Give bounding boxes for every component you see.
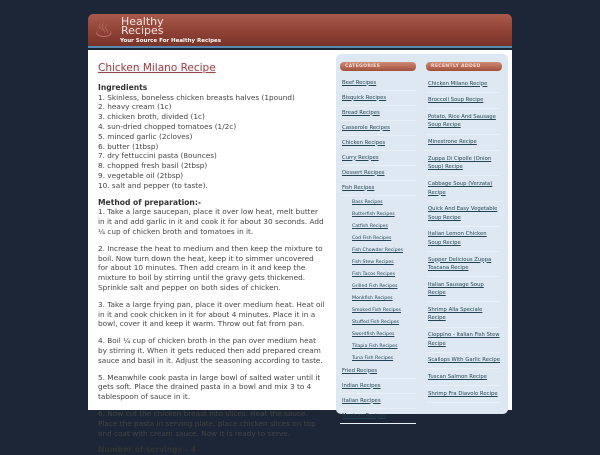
method-step: 4. Boil ¼ cup of chicken broth in the pan over medium heat by stirring it. When it gets reduced then add prepared cream sauce and basil in it. Adjust the seasoning according to taste. <box>98 336 323 365</box>
recent-panel <box>426 62 502 403</box>
ingredient-item: 1. Skinless, boneless chicken breasts halves (1pound) <box>98 92 295 102</box>
chef-logo-icon[interactable]: ♨ <box>94 18 114 43</box>
ingredient-item: 8. chopped fresh basil (2tbsp) <box>98 161 208 171</box>
category-link[interactable]: Curry Recipes <box>340 151 416 166</box>
ingredient-item: 10. salt and pepper (to taste). <box>98 180 208 190</box>
site-header <box>88 14 512 48</box>
category-link[interactable]: Chicken Recipes <box>340 136 416 151</box>
subcategory-link[interactable]: Catfish Recipes <box>352 223 388 229</box>
subcategory-link[interactable]: Bass Recipes <box>352 199 383 205</box>
recent-recipe-link[interactable]: Cabbage Soup (Verzata) Recipe <box>426 176 500 201</box>
category-link[interactable]: Dessert Recipes <box>340 166 416 181</box>
ingredients-heading: Ingredients <box>98 82 148 92</box>
content-area <box>88 50 512 455</box>
recent-recipe-link[interactable]: Cioppino - Italian Fish Stew Recipe <box>426 328 500 353</box>
subcategory-link[interactable]: Smoked Fish Recipes <box>352 307 401 313</box>
recent-recipe-link[interactable]: Scallops With Garlic Recipe <box>426 353 500 370</box>
ingredient-item: 3. chicken broth, divided (1c) <box>98 112 205 122</box>
recent-recipe-link[interactable]: Potato, Rice And Sausage Soup Recipe <box>426 109 500 134</box>
recent-recipe-link[interactable]: Zuppa Di Cipolle (Onion Soup) Recipe <box>426 151 500 176</box>
subcategory-link[interactable]: Grilled Fish Recipes <box>352 283 398 289</box>
ingredient-item: 6. butter (1tbsp) <box>98 141 159 151</box>
subcategory-link[interactable]: Swordfish Recipes <box>352 331 395 337</box>
subcategory-link[interactable]: Fish Chowder Recipes <box>352 247 403 253</box>
category-link[interactable]: Fish Recipes <box>340 181 416 196</box>
subcategory-link[interactable]: Stuffed Fish Recipes <box>352 319 400 325</box>
recent-recipe-link[interactable]: Shrimp Fra Diavolo Recipe <box>426 386 500 403</box>
recent-recipe-link[interactable]: Supper Delicious Zuppa Toscana Recipe <box>426 252 500 277</box>
method-step: 6. Now cut the chicken breast into slices. Heat the sauce. Place the pasta in serving plate, place chicken slices on top and coat with cream sauce. Now it is ready to serve. <box>98 408 316 438</box>
site-title[interactable]: Healthy Recipes <box>121 15 164 37</box>
recent-recipe-link[interactable]: Quick And Easy Vegetable Soup Recipe <box>426 202 500 227</box>
category-link[interactable]: Beef Recipes <box>340 76 416 91</box>
method-step: 3. Take a large frying pan, place it over medium heat. Heat oil in it and cook chicken in it for about 4 minutes. Place it in a bowl, cover it and keep it warm. Throw out fat from pan. <box>98 299 325 329</box>
recent-recipe-link[interactable]: Italian Lemon Chicken Soup Recipe <box>426 227 500 252</box>
category-link[interactable]: Fried Recipes <box>340 364 416 379</box>
recent-recipe-link[interactable]: Italian Sausage Soup Recipe <box>426 277 500 302</box>
servings: Number of servings - 4 <box>98 445 196 455</box>
subcategory-link[interactable]: Cod Fish Recipes <box>352 235 392 241</box>
method-step: 5. Meanwhile cook pasta in large bowl of salted water until it gets soft. Place the drained pasta in a bowl and mix 3 to 4 tablespoon of sauce in it. <box>98 372 321 402</box>
recent-recipe-link[interactable]: Chicken Milano Recipe <box>426 76 500 93</box>
category-link[interactable]: Bread Recipes <box>340 106 416 121</box>
ingredient-item: 4. sun-dried chopped tomatoes (1/2c) <box>98 121 237 131</box>
category-link[interactable]: Bisquick Recipes <box>340 91 416 106</box>
method-heading: Method of preparation:- <box>98 197 202 207</box>
ingredient-item: 5. minced garlic (2cloves) <box>98 131 193 141</box>
subcategory-link[interactable]: Butterfish Recipes <box>352 211 395 217</box>
ingredient-item: 7. dry fettuccini pasta (8ounces) <box>98 151 217 161</box>
ingredient-item: 2. heavy cream (1c) <box>98 102 172 112</box>
subcategory-link[interactable]: Fish Stew Recipes <box>352 259 394 265</box>
recent-heading: RECENTLY ADDED <box>426 62 502 71</box>
category-link[interactable]: Mexican Recipes <box>340 409 416 424</box>
method-step: 1. Take a large saucepan, place it over low heat, melt butter in it and add garlic in it and cook it for about 30 seconds. Add ¼ cup of chicken broth and tomatoes in it. <box>98 207 324 236</box>
recent-recipe-link[interactable]: Shrimp Alla Speciale Recipe <box>426 302 500 327</box>
recent-recipe-link[interactable]: Broccoli Soup Recipe <box>426 93 500 110</box>
site-tagline: Your Source For Healthy Recipes <box>120 38 222 44</box>
subcategory-link[interactable]: Fish Tacos Recipes <box>352 271 396 277</box>
recent-recipe-link[interactable]: Tuscan Salmon Recipe <box>426 369 500 386</box>
article <box>98 64 326 455</box>
ingredient-item: 9. vegetable oil (2tbsp) <box>98 170 184 180</box>
category-link[interactable]: Italian Recipes <box>340 394 416 409</box>
ingredients-list <box>98 93 326 191</box>
categories-panel <box>340 62 416 424</box>
subcategory-link[interactable]: Tilapia Fish Recipes <box>352 343 398 349</box>
subcategory-link[interactable]: Tuna Fish Recipes <box>352 355 394 361</box>
article-title-link[interactable]: Chicken Milano Recipe <box>98 62 216 74</box>
method-step: 2. Increase the heat to medium and then keep the mixture to boil. Now turn down the heat, keep it to simmer uncovered for about 10 minutes. Then add cream in it and keep the mixture to boil by stirring until the gravy gets thickened. Sprinkle salt and pepper on both sides of chicken. <box>98 243 323 292</box>
steps-list <box>98 207 326 438</box>
recent-recipe-link[interactable]: Minestrone Recipe <box>426 135 500 152</box>
categories-heading: CATEGORIES <box>340 62 416 71</box>
category-link[interactable]: Casserole Recipes <box>340 121 416 136</box>
subcategory-link[interactable]: Monkfish Recipes <box>352 295 393 301</box>
sidebar <box>336 54 508 419</box>
category-link[interactable]: Indian Recipes <box>340 379 416 394</box>
